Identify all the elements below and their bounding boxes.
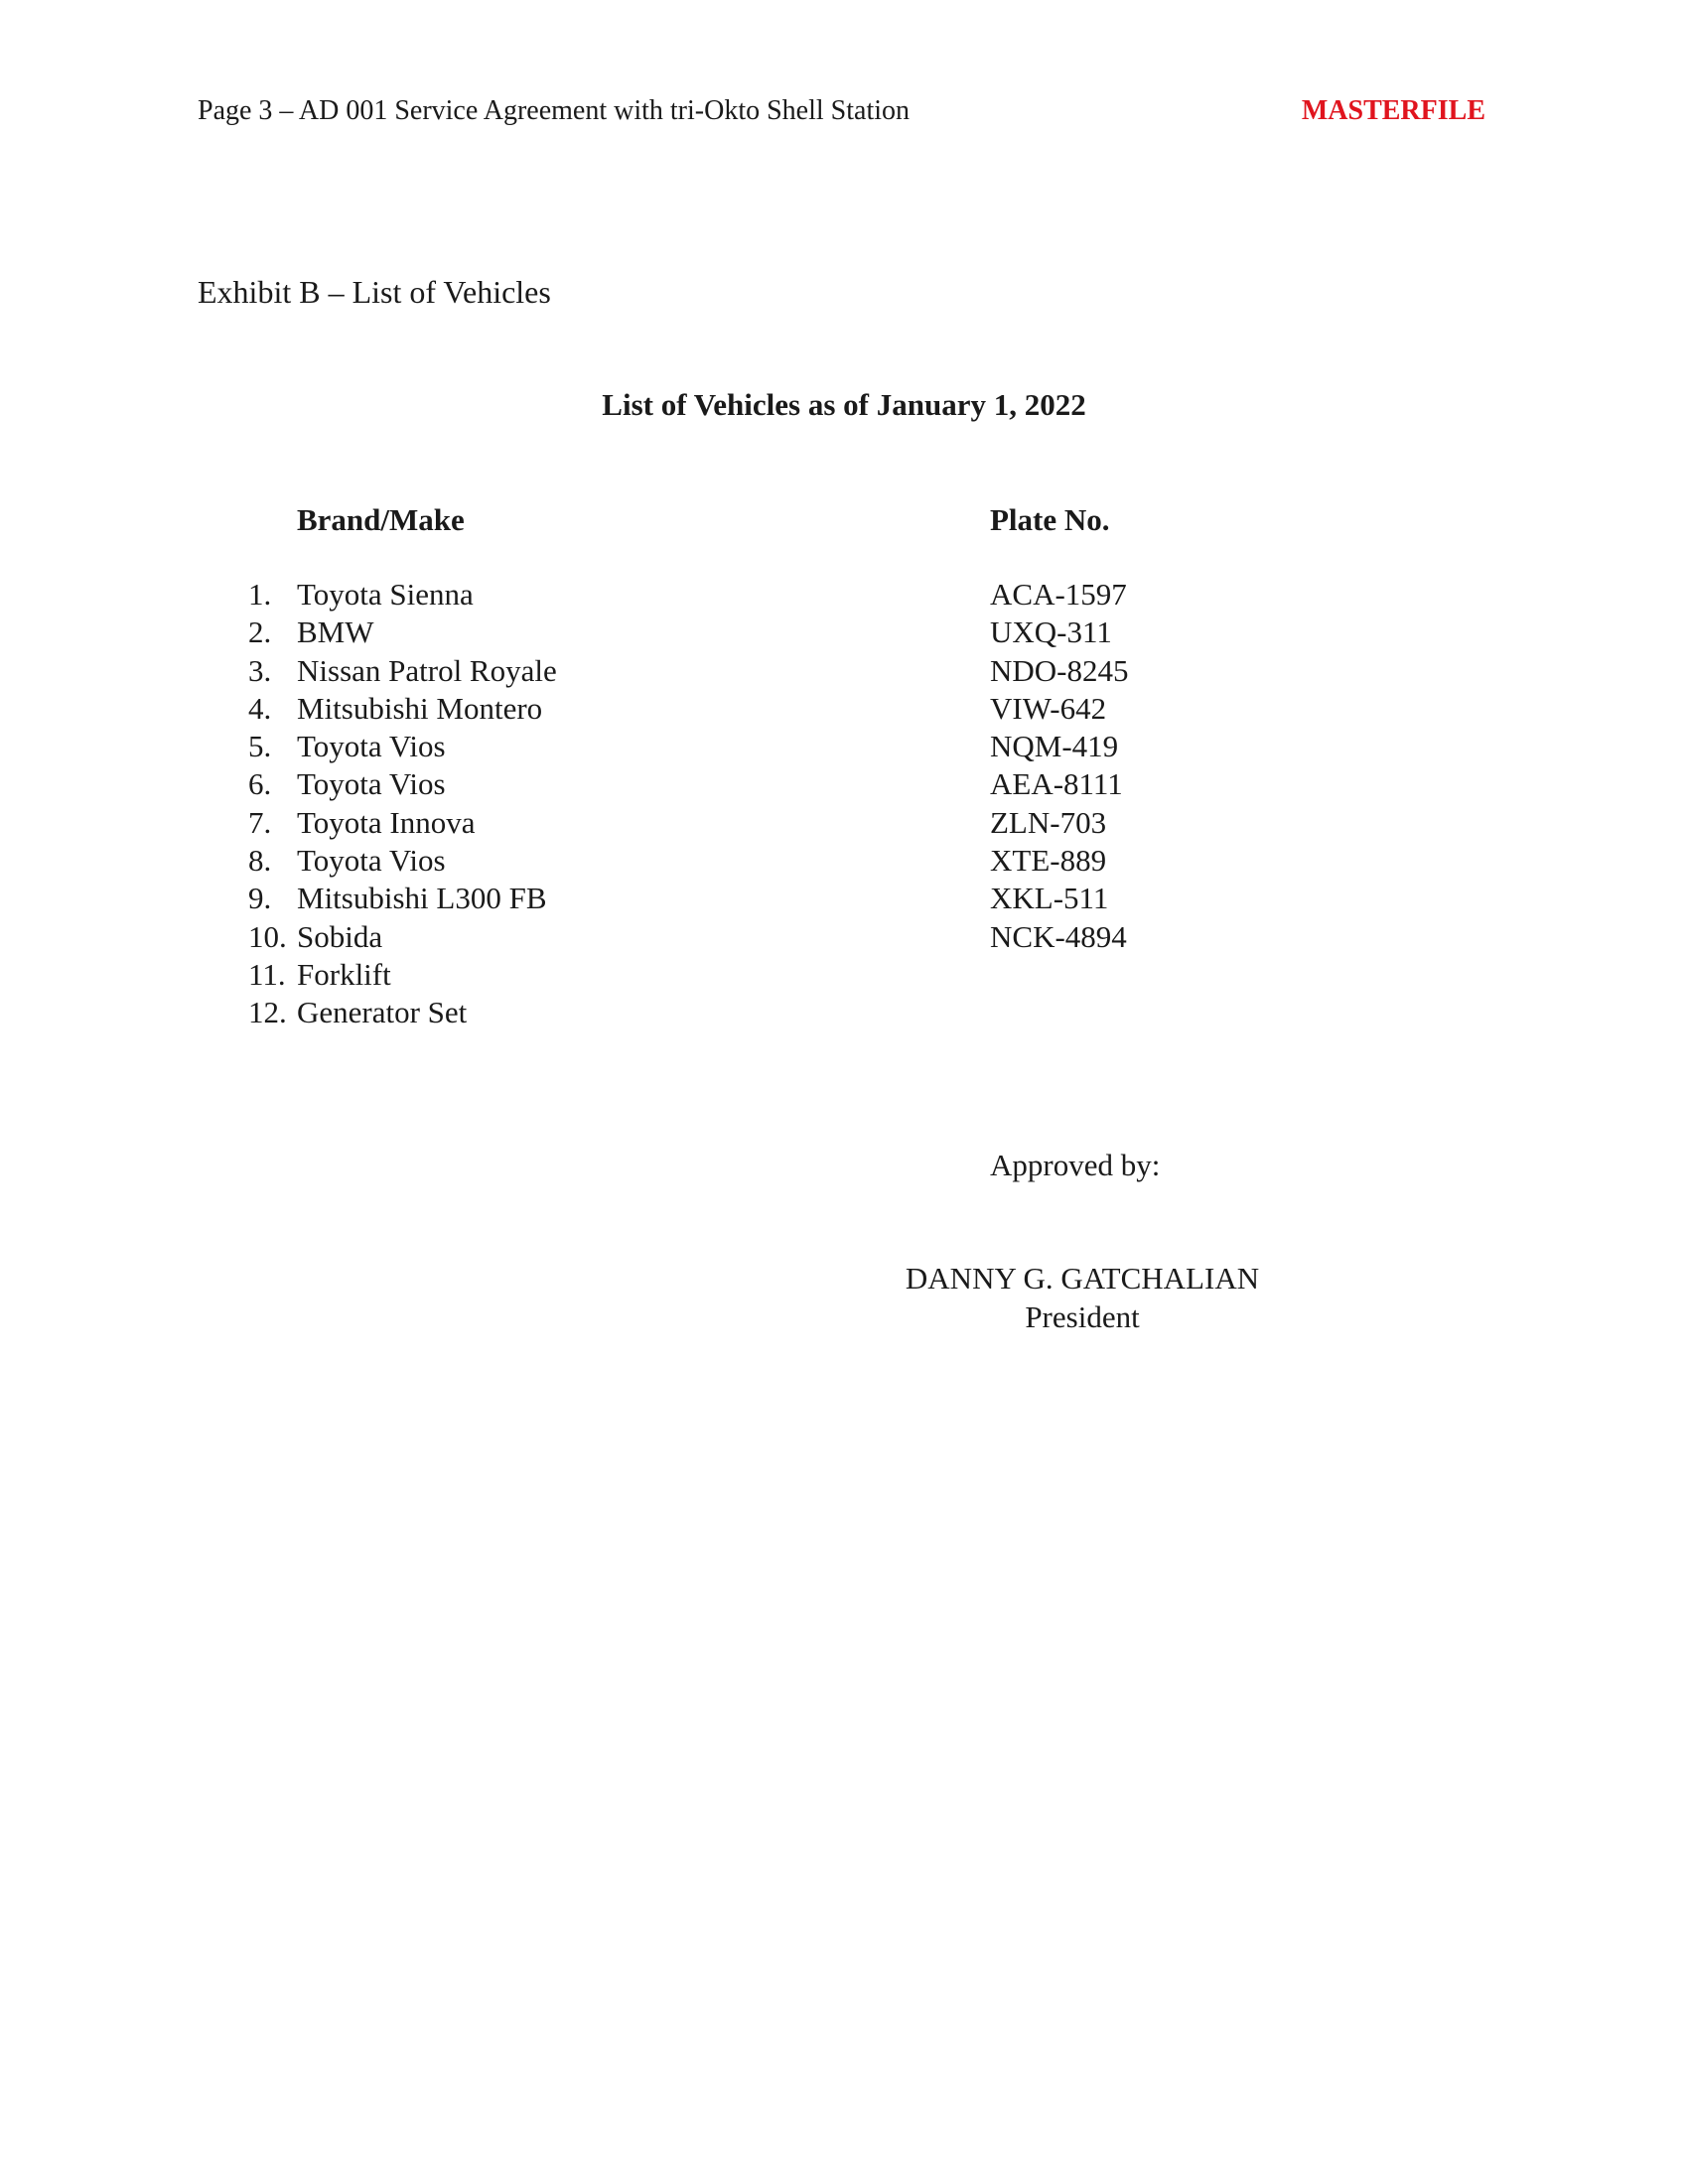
column-header-plate: Plate No. [990, 502, 1110, 537]
vehicle-plate: XKL-511 [990, 881, 1109, 916]
vehicle-number: 12. [248, 995, 287, 1030]
vehicle-number: 8. [248, 843, 272, 879]
vehicle-row [0, 652, 1688, 690]
vehicle-row [0, 576, 1688, 614]
vehicle-row [0, 918, 1688, 956]
vehicle-number: 6. [248, 766, 272, 802]
vehicle-row [0, 614, 1688, 651]
vehicle-list [0, 576, 1688, 1032]
masterfile-stamp: MASTERFILE [1301, 95, 1485, 126]
vehicle-plate: ZLN-703 [990, 804, 1107, 840]
vehicle-plate: NDO-8245 [990, 652, 1129, 688]
vehicle-plate: VIW-642 [990, 690, 1107, 726]
vehicle-number: 11. [248, 956, 286, 992]
vehicle-number: 7. [248, 804, 272, 840]
vehicle-plate: AEA-8111 [990, 766, 1123, 802]
vehicle-plate: UXQ-311 [990, 614, 1112, 650]
vehicle-number: 3. [248, 652, 272, 688]
vehicle-row [0, 994, 1688, 1031]
vehicle-make: Mitsubishi L300 FB [297, 881, 547, 916]
vehicle-plate: NQM-419 [990, 729, 1119, 764]
vehicle-number: 4. [248, 690, 272, 726]
list-title [0, 387, 1688, 423]
approved-by-label: Approved by: [990, 1148, 1161, 1182]
vehicle-row [0, 690, 1688, 728]
vehicle-plate: ACA-1597 [990, 577, 1127, 612]
vehicle-make: Generator Set [297, 995, 468, 1030]
vehicle-number: 1. [248, 577, 272, 612]
page-header-reference: Page 3 – AD 001 Service Agreement with tri-Okto Shell Station [198, 95, 911, 126]
vehicle-make: BMW [297, 614, 374, 650]
signatory-title: President [1025, 1299, 1140, 1334]
vehicle-make: Toyota Innova [297, 804, 476, 840]
vehicle-make: Sobida [297, 918, 383, 954]
vehicle-plate: NCK-4894 [990, 918, 1127, 954]
exhibit-label: Exhibit B – List of Vehicles [198, 274, 551, 310]
vehicle-number: 10. [248, 918, 287, 954]
vehicle-make: Toyota Vios [297, 843, 446, 879]
vehicle-make: Mitsubishi Montero [297, 690, 543, 726]
vehicle-row [0, 765, 1688, 803]
vehicle-make: Toyota Sienna [297, 577, 474, 612]
vehicle-make: Toyota Vios [297, 766, 446, 802]
vehicle-number: 9. [248, 881, 272, 916]
vehicle-plate: XTE-889 [990, 843, 1107, 879]
vehicle-row [0, 728, 1688, 765]
vehicle-make: Nissan Patrol Royale [297, 652, 557, 688]
vehicle-make: Forklift [297, 956, 391, 992]
signatory-block [874, 1259, 1291, 1336]
vehicle-number: 2. [248, 614, 272, 650]
vehicle-row [0, 804, 1688, 842]
vehicle-row [0, 842, 1688, 880]
vehicle-row [0, 956, 1688, 994]
vehicle-make: Toyota Vios [297, 729, 446, 764]
vehicle-number: 5. [248, 729, 272, 764]
column-header-brand: Brand/Make [297, 502, 465, 537]
vehicle-row [0, 880, 1688, 917]
signatory-name: DANNY G. GATCHALIAN [905, 1261, 1260, 1296]
list-title-text: List of Vehicles as of January 1, 2022 [602, 387, 1086, 422]
